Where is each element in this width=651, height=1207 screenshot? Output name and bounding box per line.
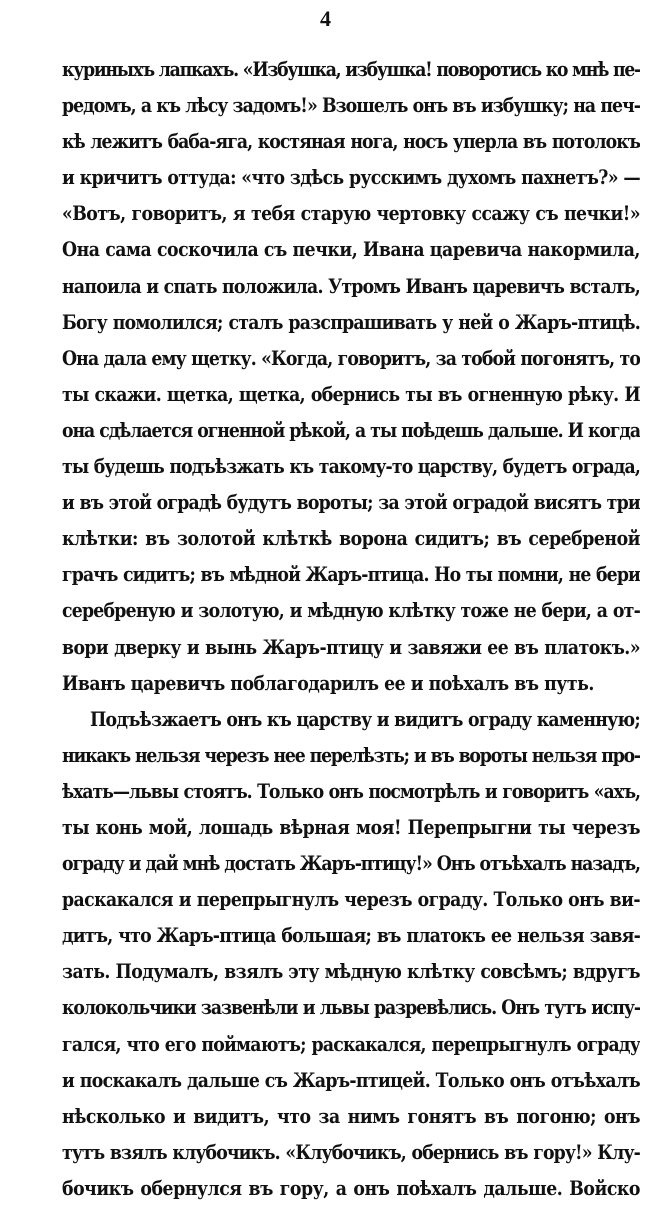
text-line: гался, что его поймаютъ; раскакался, перепрыгнулъ ограду	[62, 1032, 640, 1056]
text-line: вори дверку и вынь Жаръ-птицу и завяжи ее въ платокъ.»	[62, 635, 640, 659]
text-line: ты скажи. щетка, щетка, обернись ты въ огненную рѣку. И	[62, 382, 640, 406]
text-line: напоила и спать положила. Утромъ Иванъ царевичъ всталъ,	[62, 274, 640, 298]
text-line: никакъ нельзя черезъ нее перелѣзть; и въ вороты нельзя про-	[62, 743, 640, 767]
text-line: Она дала ему щетку. «Когда, говоритъ, за тобой погонятъ, то	[62, 346, 640, 370]
text-line: ты будешь подъѣзжать къ такому-то царству, будетъ ограда,	[62, 455, 640, 479]
text-line: и поскакалъ дальше съ Жаръ-птицей. Только онъ отъѣхалъ	[62, 1068, 640, 1092]
text-line: тутъ взялъ клубочикъ. «Клубочикъ, обернись въ гору!» Клу-	[62, 1140, 640, 1164]
text-line: колокольчики зазвенѣли и львы разревѣлись. Онъ тутъ испу-	[62, 996, 640, 1020]
text-line: она сдѣлается огненной рѣкой, а ты поѣдешь дальше. И когда	[62, 418, 640, 442]
text-line: редомъ, а къ лѣсу задомъ!» Взошелъ онъ въ избушку; на печ-	[62, 94, 640, 118]
text-line: ѣхать—львы стоятъ. Только онъ посмотрѣлъ и говоритъ «ахъ,	[62, 779, 640, 803]
text-line: Подъѣзжаетъ онъ къ царству и видитъ ограду каменную;	[90, 707, 640, 731]
page-text	[62, 52, 640, 1207]
text-line: бочикъ обернулся въ гору, а онъ поѣхалъ дальше. Войско	[62, 1176, 640, 1200]
text-line: грачъ сидитъ; въ мѣдной Жаръ-птица. Но ты помни, не бери	[62, 563, 640, 587]
text-line: ты конь мой, лошадь вѣрная моя! Перепрыгни ты черезъ	[62, 815, 640, 839]
text-line: ограду и дай мнѣ достать Жаръ-птицу!» Онъ отъѣхалъ назадъ,	[62, 852, 640, 876]
text-line: нѣсколько и видитъ, что за нимъ гонятъ въ погоню; онъ	[62, 1104, 640, 1128]
text-line: Она сама соскочила съ печки, Ивана царевича накормила,	[62, 238, 640, 262]
text-line: зать. Подумалъ, взялъ эту мѣдную клѣтку совсѣмъ; вдругъ	[62, 960, 640, 984]
text-line: и кричитъ оттуда: «что здѣсь русскимъ духомъ пахнетъ?» —	[62, 166, 640, 190]
text-line: Иванъ царевичъ поблагодарилъ ее и поѣхалъ въ путь.	[62, 671, 594, 695]
page-number: 4	[320, 6, 331, 31]
text-line: куриныхъ лапкахъ. «Избушка, избушка! поворотись ко мнѣ пе-	[62, 58, 640, 81]
text-line: Богу помолился; сталъ разспрашивать у ней о Жаръ-птицѣ.	[62, 310, 640, 334]
text-line: кѣ лежитъ баба-яга, костяная нога, носъ уперла въ потолокъ	[62, 130, 640, 154]
text-line: и въ этой оградѣ будутъ вороты; за этой оградой висятъ три	[62, 491, 640, 515]
text-line: дитъ, что Жаръ-птица большая; въ платокъ ее нельзя завя-	[62, 924, 640, 948]
text-line: раскакался и перепрыгнулъ черезъ ограду. Только онъ ви-	[62, 888, 640, 912]
text-line: «Вотъ, говоритъ, я тебя старую чертовку ссажу съ печки!»	[62, 202, 640, 226]
text-line: клѣтки: въ золотой клѣткѣ ворона сидитъ; въ серебреной	[62, 527, 640, 551]
text-line: серебреную и золотую, и мѣдную клѣтку тоже не бери, а от-	[62, 599, 640, 623]
